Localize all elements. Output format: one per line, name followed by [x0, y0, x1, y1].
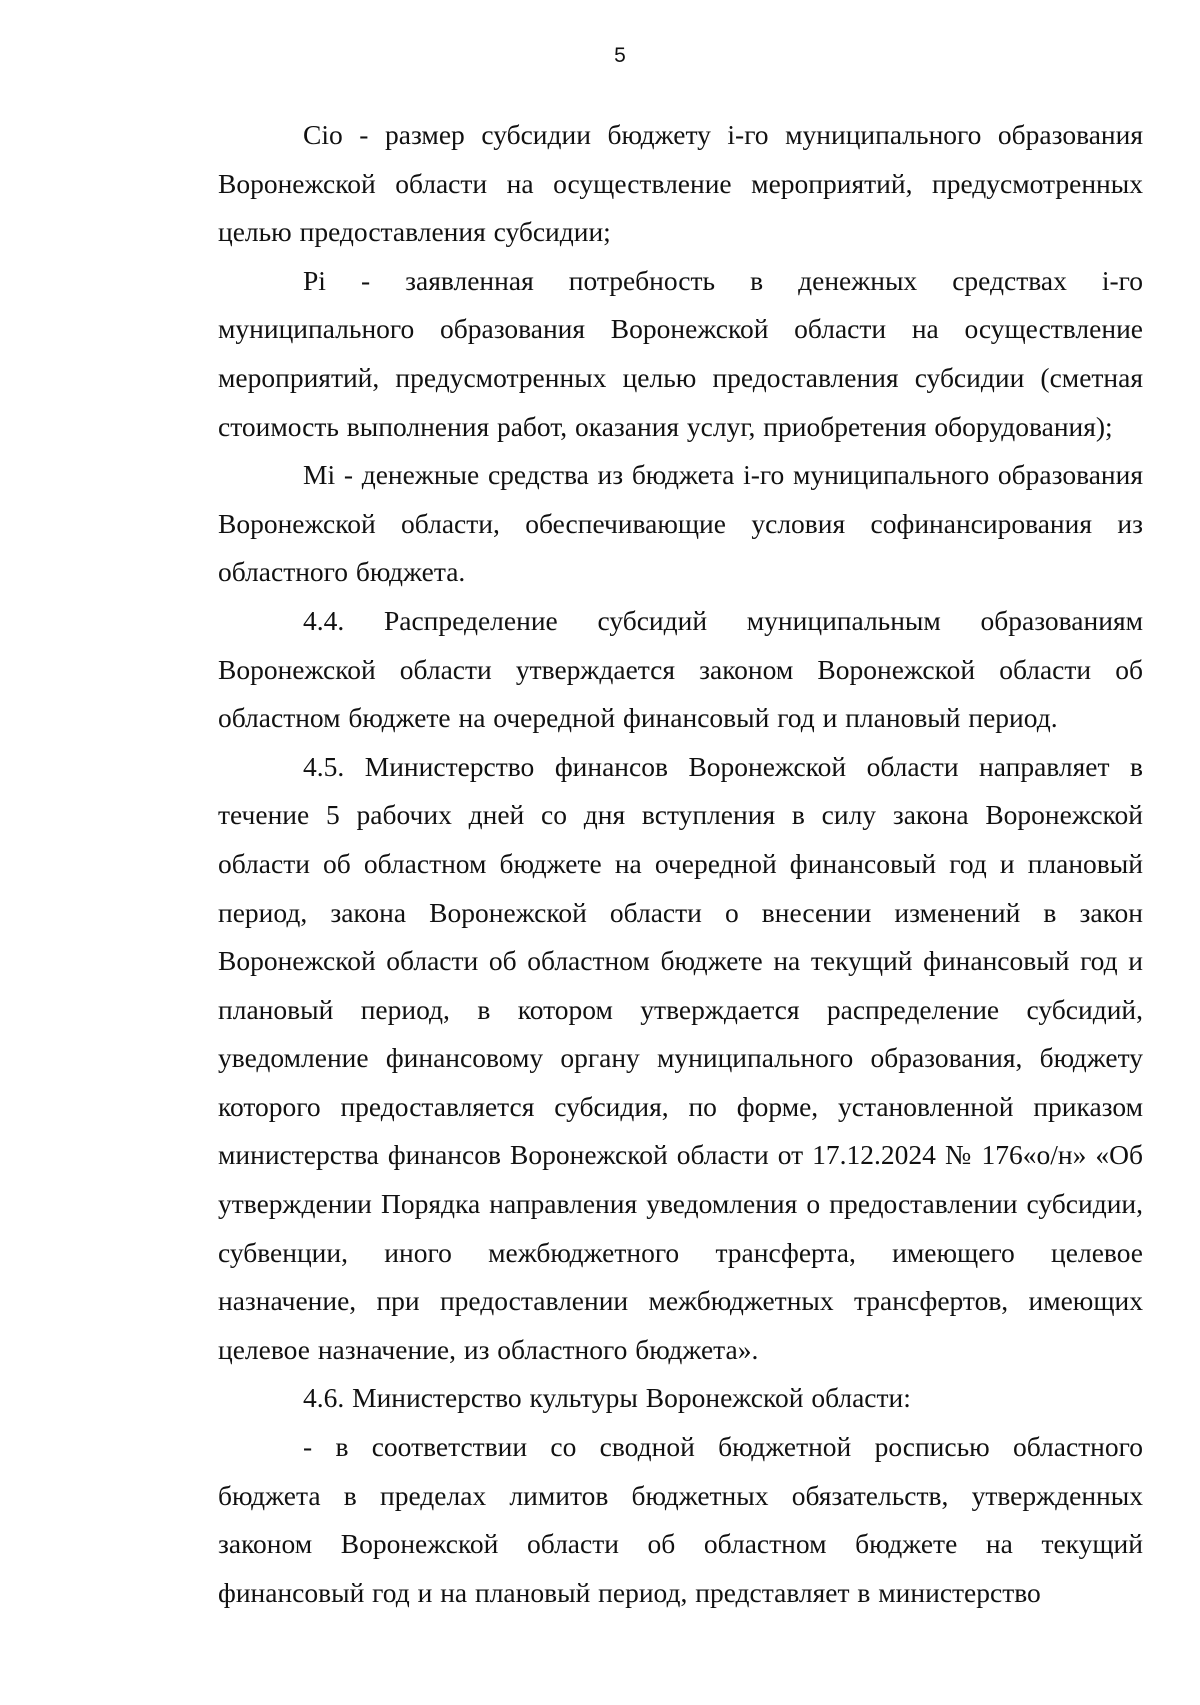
paragraph-4-4: 4.4. Распределение субсидий муниципальным образованиям Воронежской области утверждается законом Воронежской области об областном бюджете на очередной финансовый год и плановый период. [218, 604, 1143, 734]
paragraph-4-5: 4.5. Министерство финансов Воронежской области направляет в течение 5 рабочих дней со дня вступления в силу закона Воронежской области об областном бюджете на очередной финансовый год и плановый период, закона Воронежской области о внесении изменений в закон Воронежской области об областном бюджете на текущий финансовый год и плановый период, в котором утверждается распределение субсидий, уведомление финансовому органу муниципального образования, бюджету которого предоставляется субсидия, по форме, установленной приказом министерства финансов Воронежской области от 17.12.2024 № 176«о/н» «Об утверждении Порядка направления уведомления о предоставлении субсидии, субвенции, иного межбюджетного трансферта, имеющего целевое назначение, при предоставлении межбюджетных трансфертов, имеющих целевое назначение, из областного бюджета». [218, 750, 1143, 1365]
paragraph-definition-pi: Pi - заявленная потребность в денежных средствах i-го муниципального образования Воронежской области на осуществление мероприятий, предусмотренных целью предоставления субсидии (сметная стоимость выполнения работ, оказания услуг, приобретения оборудования); [218, 264, 1143, 442]
paragraph-definition-mi: Mi - денежные средства из бюджета i-го муниципального образования Воронежской области, обеспечивающие условия софинансирования из областного бюджета. [218, 459, 1143, 588]
page-number: 5 [614, 44, 626, 67]
paragraph-4-6-item: - в соответствии со сводной бюджетной росписью областного бюджета в пределах лимитов бюджетных обязательств, утвержденных законом Воронежской области об областном бюджете на текущий финансовый год и на плановый период, представляет в министерство [218, 1431, 1143, 1608]
paragraph-4-6-heading: 4.6. Министерство культуры Воронежской области: [303, 1382, 911, 1414]
paragraph-definition-ci: Ciо - размер субсидии бюджету i-го муниципального образования Воронежской области на осуществление мероприятий, предусмотренных целью предоставления субсидии; [218, 119, 1143, 248]
document-body [218, 111, 1143, 1617]
